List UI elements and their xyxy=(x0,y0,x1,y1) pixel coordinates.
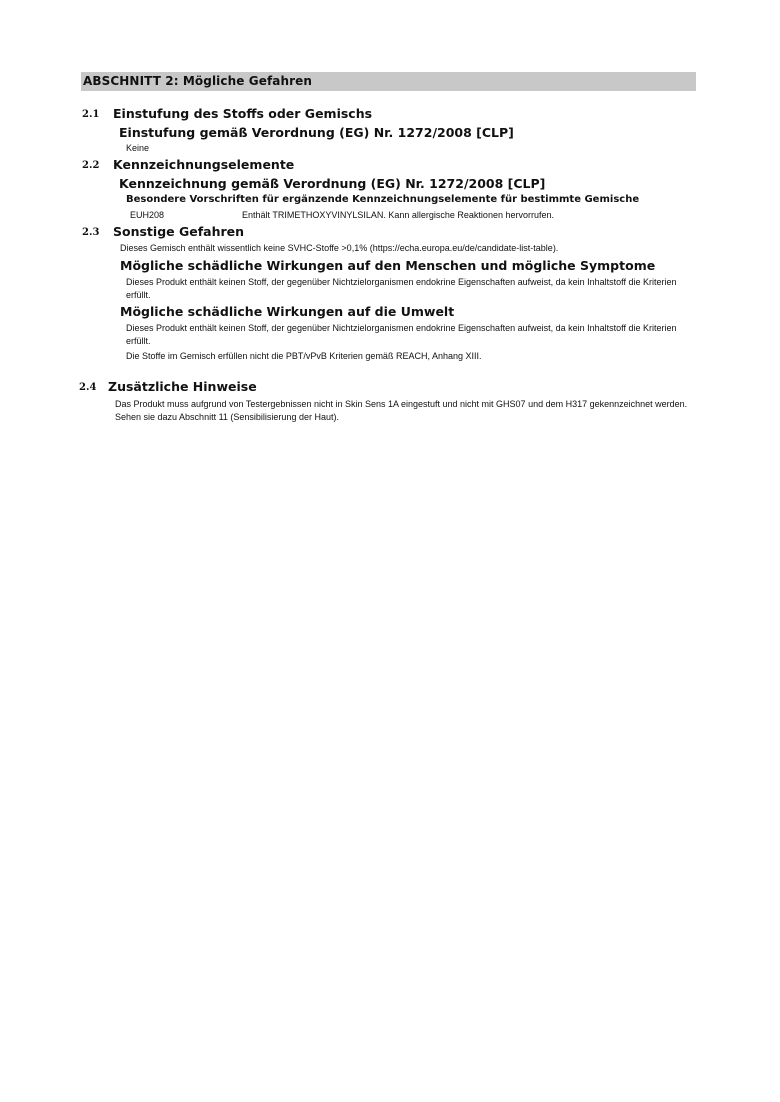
section-2-1-subtitle: Einstufung gemäß Verordnung (EG) Nr. 1272/2008 [CLP] xyxy=(119,125,514,140)
section-2-3-text: Dieses Gemisch enthält wissentlich keine SVHC-Stoffe >0,1% (https://echa.europa.eu/de/candidate-list-table). xyxy=(120,243,559,253)
environment-effects-text: Dieses Produkt enthält keinen Stoff, der gegenüber Nichtzielorganismen endokrine Eigenschaften aufweist, da kein Inhaltstoff die Kriterien erfüllt. xyxy=(126,323,677,346)
euh-text: Enthält TRIMETHOXYVINYLSILAN. Kann allergische Reaktionen hervorrufen. xyxy=(242,210,554,220)
section-2-3-number: 2.3 xyxy=(82,227,100,238)
section-2-4-title: Zusätzliche Hinweise xyxy=(108,379,257,394)
section-header: ABSCHNITT 2: Mögliche Gefahren xyxy=(81,72,696,91)
section-2-2-title: Kennzeichnungselemente xyxy=(113,157,295,172)
section-2-1-text: Keine xyxy=(126,143,150,153)
section-2-2-subtitle: Kennzeichnung gemäß Verordnung (EG) Nr. 1272/2008 [CLP] xyxy=(119,176,546,191)
section-2-1-title: Einstufung des Stoffs oder Gemischs xyxy=(113,106,373,121)
euh-code: EUH208 xyxy=(130,210,165,220)
section-2-2-subsubtitle: Besondere Vorschriften für ergänzende Kennzeichnungselemente für bestimmte Gemische xyxy=(126,194,640,205)
section-2-2-number: 2.2 xyxy=(82,160,100,171)
section-2-4-text: Das Produkt muss aufgrund von Testergebnissen nicht in Skin Sens 1A eingestuft und nicht mit GHS07 und dem H317 gekennzeichnet werden. Sehen sie dazu Abschnitt 11 (Sensibilisierung der Haut). xyxy=(115,399,688,422)
human-effects-text: Dieses Produkt enthält keinen Stoff, der gegenüber Nichtzielorganismen endokrine Eigenschaften aufweist, da kein Inhaltstoff die Kriterien erfüllt. xyxy=(126,277,677,300)
section-2-1-number: 2.1 xyxy=(82,109,100,120)
human-effects-title: Mögliche schädliche Wirkungen auf den Menschen und mögliche Symptome xyxy=(120,258,656,273)
section-2-3-title: Sonstige Gefahren xyxy=(113,224,245,239)
pbt-text: Die Stoffe im Gemisch erfüllen nicht die PBT/vPvB Kriterien gemäß REACH, Anhang XIII. xyxy=(126,351,482,361)
section-2-4-number: 2.4 xyxy=(79,382,97,393)
environment-effects-title: Mögliche schädliche Wirkungen auf die Umwelt xyxy=(120,304,455,319)
